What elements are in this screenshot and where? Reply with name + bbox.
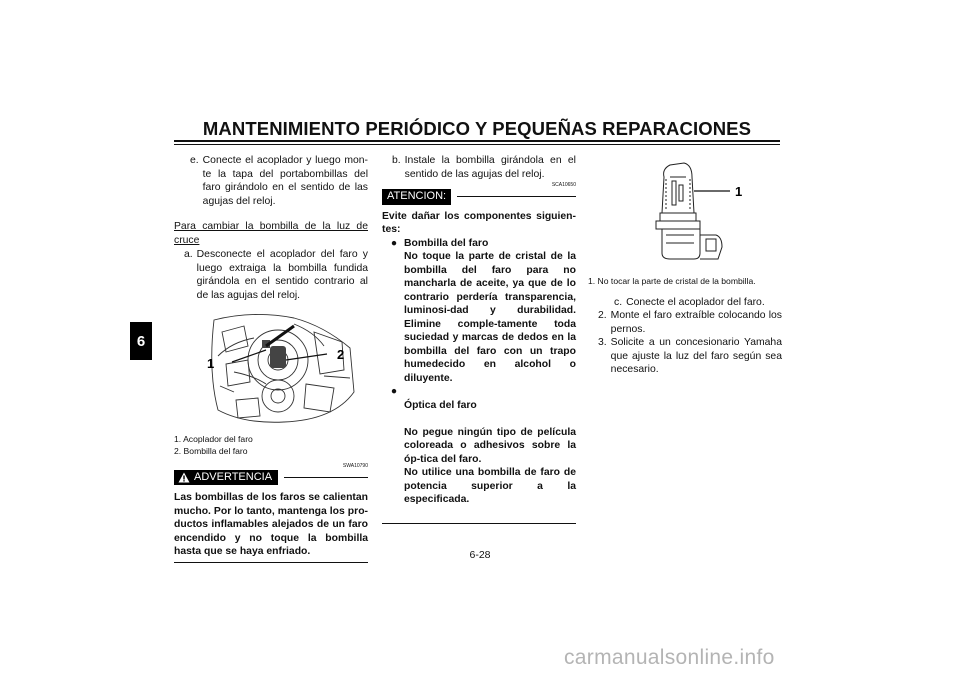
column-left — [174, 154, 368, 563]
warning-header — [174, 470, 368, 486]
bullet-dot-icon: ● — [390, 386, 398, 397]
caution-header — [382, 189, 576, 205]
chapter-tab: 6 — [130, 322, 152, 360]
bullet-title: Bombilla del faro — [404, 237, 489, 249]
caution-end-rule — [382, 523, 576, 524]
bullet-text: No pegue ningún tipo de película coloreada o adhesivos sobre la óp-tica del faro. No utilice una bombilla de faro de potencia superior a la especificada. — [404, 426, 576, 505]
caution-code: SCA10650 — [551, 182, 576, 188]
warning-triangle-icon — [178, 472, 190, 483]
caption-item: 1. Acoplador del faro — [174, 433, 253, 444]
step-2: 2. Monte el faro extraíble colocando los pernos. — [598, 310, 782, 335]
figure-caption: 1. No tocar la parte de cristal de la bombilla. — [588, 275, 756, 286]
step-c: c. Conecte el acoplador del faro. — [614, 296, 765, 308]
caution-bullet — [382, 237, 576, 386]
column-middle — [382, 154, 576, 524]
page-number: 6-28 — [469, 549, 491, 561]
column-right — [588, 154, 782, 377]
section-subheading: Para cambiar la bombilla de la luz de cruce — [174, 221, 368, 246]
bullet-title: Óptica del faro — [404, 399, 477, 411]
warning-label: ADVERTENCIA — [194, 470, 273, 483]
headlight-bulb-illustration — [614, 155, 754, 269]
figure-captions — [174, 433, 368, 457]
watermark: carmanualsonline.info — [564, 646, 775, 669]
warning-code: SWA10790 — [342, 462, 368, 469]
headlight-coupler-photo — [174, 312, 368, 424]
caption-item: 2. Bombilla del faro — [174, 445, 248, 456]
bullet-dot-icon: ● — [390, 237, 398, 249]
warning-end-rule — [174, 562, 368, 563]
header-rule-thin — [174, 144, 780, 145]
page-title: MANTENIMIENTO PERIÓDICO Y PEQUEÑAS REPARACIONES — [202, 118, 752, 139]
step-3: 3. Solicite a un concesionario Yamaha que ajuste la luz del faro según sea necesario. — [598, 337, 782, 375]
step-a: a. Desconecte el acoplador del faro y luego extraiga la bombilla fundida girándola en el sentido contrario al de las agujas del reloj. — [184, 249, 368, 301]
bullet-text: No toque la parte de cristal de la bombilla del faro para no mancharla de aceite, ya que de lo contrario perdería transparencia, luminosi-dad y durabilidad. Elimine comple-tamente toda suciedad y marcas de dedos en la bombilla del faro con un trapo humedecido en alcohol o diluyente. — [404, 251, 576, 384]
caution-intro: Evite dañar los componentes siguien-tes: — [382, 210, 576, 235]
callout-2: 2 — [337, 347, 345, 362]
caution-bullet — [382, 385, 576, 520]
header-rule — [174, 140, 780, 142]
caution-label: ATENCION: — [382, 189, 451, 205]
warning-text: Las bombillas de los faros se calientan mucho. Por lo tanto, mantenga los pro-ductos inflamables alejados de un faro encendido y no toque la bombilla hasta que se haya enfriado. — [174, 492, 368, 557]
callout-1: 1 — [207, 356, 215, 371]
callout-1: 1 — [735, 184, 743, 199]
step-e: e. Conecte el acoplador y luego mon-te la tapa del portabombillas del faro girándolo en el sentido de las agujas del reloj. — [190, 155, 368, 207]
step-b: b. Instale la bombilla girándola en el sentido de las agujas del reloj. — [392, 155, 576, 180]
